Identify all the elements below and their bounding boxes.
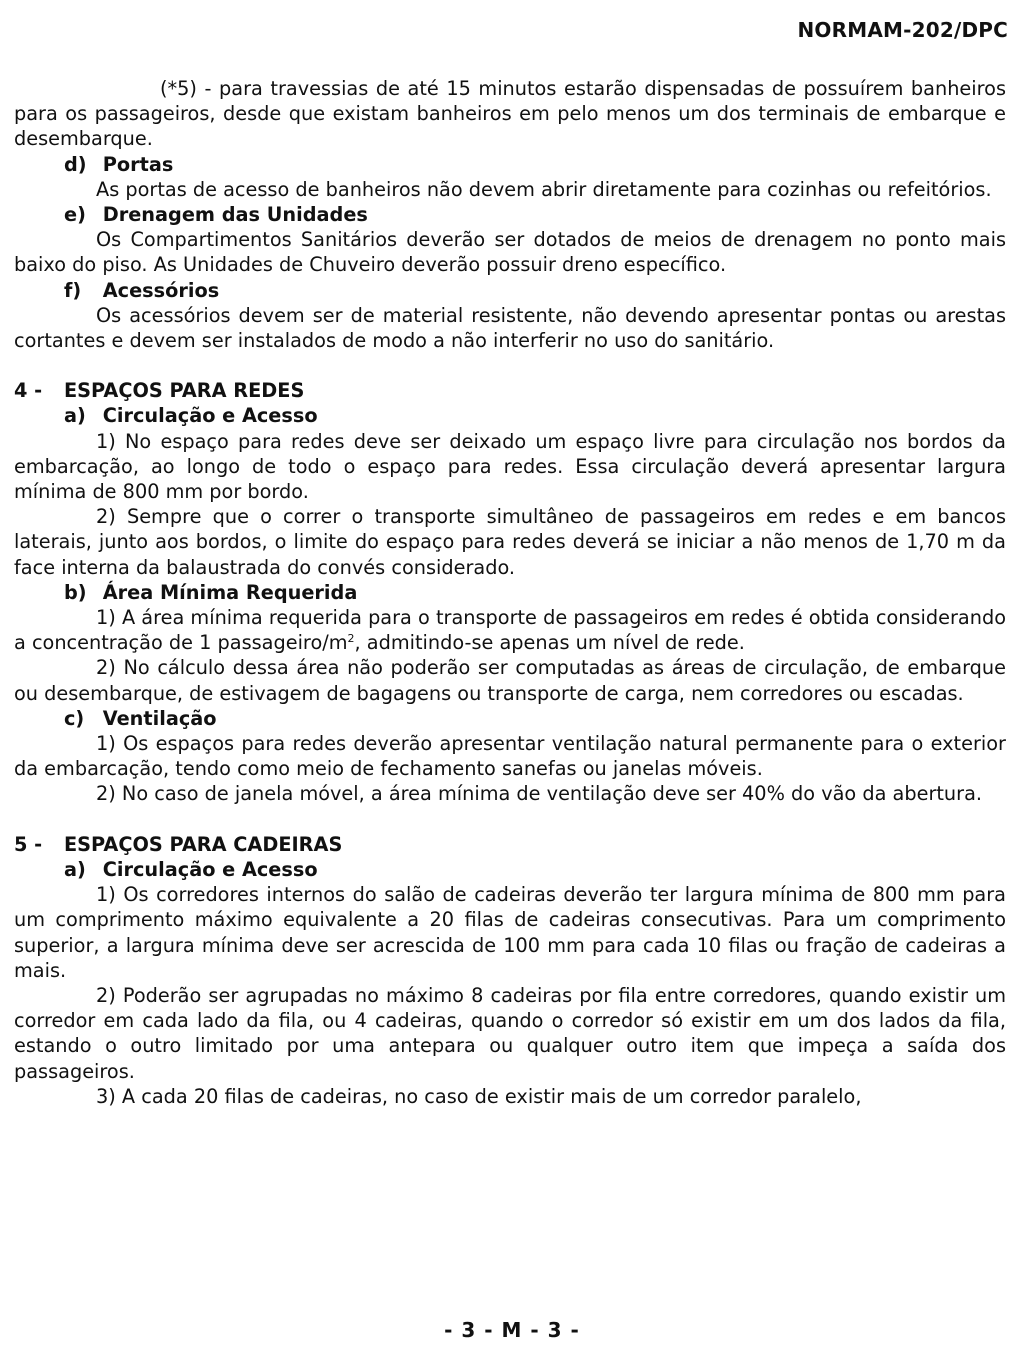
document-code: NORMAM-202/DPC xyxy=(797,18,1008,42)
paragraph-circulacao-cadeiras-3: 3) A cada 20 filas de cadeiras, no caso de existir mais de um corredor paralelo, xyxy=(96,1084,862,1108)
paragraph-circulacao-cadeiras-1: 1) Os corredores internos do salão de cadeiras deverão ter largura mínima de 800 mm para um comprimento máximo equivalente a 20 filas de cadeiras consecutivas. Para um comprimento superior, a largura mínima deve ser acrescida de 100 mm para cada 10 filas ou fração de cadeiras a mais. xyxy=(14,883,1006,982)
subsection-heading-acessorios xyxy=(14,278,1006,303)
paragraph-area-minima-2: 2) No cálculo dessa área não poderão ser computadas as áreas de circulação, de embarque ou desembarque, de estivagem de bagagens ou transporte de carga, nem corredores ou escadas. xyxy=(14,656,1006,705)
subsection-heading-portas xyxy=(14,152,1006,177)
paragraph-ventilacao-1: 1) Os espaços para redes deverão apresentar ventilação natural permanente para o exterior da embarcação, tendo como meio de fechamento sanefas ou janelas móveis. xyxy=(14,732,1006,781)
subsection-title: Drenagem das Unidades xyxy=(102,203,368,227)
section-heading-cadeiras xyxy=(14,832,1006,857)
subsection-label: c) xyxy=(64,706,85,730)
paragraph-acessorios: Os acessórios devem ser de material resistente, não devendo apresentar pontas ou arestas cortantes e devem ser instalados de modo a não interferir no uso do sanitário. xyxy=(14,303,1006,353)
paragraph-circulacao-cadeiras-2: 2) Poderão ser agrupadas no máximo 8 cadeiras por fila entre corredores, quando existir um corredor em cada lado da fila, ou 4 cadeiras, quando o corredor só existir em um dos lados da fila, estando o outro limitado por uma antepara ou qualquer outro item que impeça a saída dos passageiros. xyxy=(14,983,1006,1083)
subsection-label: a) xyxy=(64,857,86,881)
text-fragment: , admitindo-se apenas um nível de rede. xyxy=(354,631,745,655)
note-paragraph: (*5) - para travessias de até 15 minutos estarão dispensadas de possuírem banheiros para os passageiros, desde que existam banheiros em pelo menos um dos terminais de embarque e desembarque. xyxy=(14,77,1006,151)
paragraph-portas: As portas de acesso de banheiros não devem abrir diretamente para cozinhas ou refeitórios. xyxy=(96,177,992,201)
section-title: ESPAÇOS PARA REDES xyxy=(64,379,305,403)
paragraph-ventilacao-2: 2) No caso de janela móvel, a área mínima de ventilação deve ser 40% do vão da abertura. xyxy=(96,782,983,806)
superscript: 2 xyxy=(347,632,355,646)
subsection-title: Circulação e Acesso xyxy=(102,857,318,881)
subsection-title: Acessórios xyxy=(102,278,220,302)
subsection-title: Ventilação xyxy=(102,706,217,730)
section-heading-redes xyxy=(14,378,1006,403)
section-title: ESPAÇOS PARA CADEIRAS xyxy=(64,832,343,856)
subsection-label: a) xyxy=(64,404,86,428)
subsection-heading-drenagem xyxy=(14,202,1006,227)
text-fragment: 1) A área mínima requerida para o transporte de passageiros em redes é obtida considerando a concentração de 1 passageiro/m xyxy=(14,606,1006,655)
page-number: - 3 - M - 3 - xyxy=(444,1318,580,1342)
paragraph-area-minima-1 xyxy=(14,605,1006,655)
subsection-title: Área Mínima Requerida xyxy=(102,580,358,604)
subsection-label: d) xyxy=(64,152,87,176)
subsection-label: b) xyxy=(64,580,87,604)
subsection-heading-area-minima xyxy=(14,580,1006,605)
section-number: 5 - xyxy=(14,832,43,856)
subsection-heading-circulacao-cadeiras xyxy=(14,857,1006,882)
subsection-label: e) xyxy=(64,203,86,227)
subsection-title: Portas xyxy=(102,152,174,176)
paragraph-drenagem: Os Compartimentos Sanitários deverão ser dotados de meios de drenagem no ponto mais baixo do piso. As Unidades de Chuveiro deverão possuir dreno específico. xyxy=(14,228,1006,277)
page-body xyxy=(14,76,1006,1109)
subsection-heading-ventilacao xyxy=(14,706,1006,731)
subsection-title: Circulação e Acesso xyxy=(102,404,318,428)
section-number: 4 - xyxy=(14,379,43,403)
subsection-heading-circulacao-redes xyxy=(14,403,1006,428)
paragraph-circulacao-redes-2: 2) Sempre que o correr o transporte simultâneo de passageiros em redes e em bancos laterais, junto aos bordos, o limite do espaço para redes deverá se iniciar a não menos de 1,70 m da face interna da balaustrada do convés considerado. xyxy=(14,505,1006,579)
subsection-label: f) xyxy=(64,278,82,302)
paragraph-circulacao-redes-1: 1) No espaço para redes deve ser deixado um espaço livre para circulação nos bordos da embarcação, ao longo de todo o espaço para redes. Essa circulação deverá apresentar largura mínima de 800 mm por bordo. xyxy=(14,429,1006,504)
